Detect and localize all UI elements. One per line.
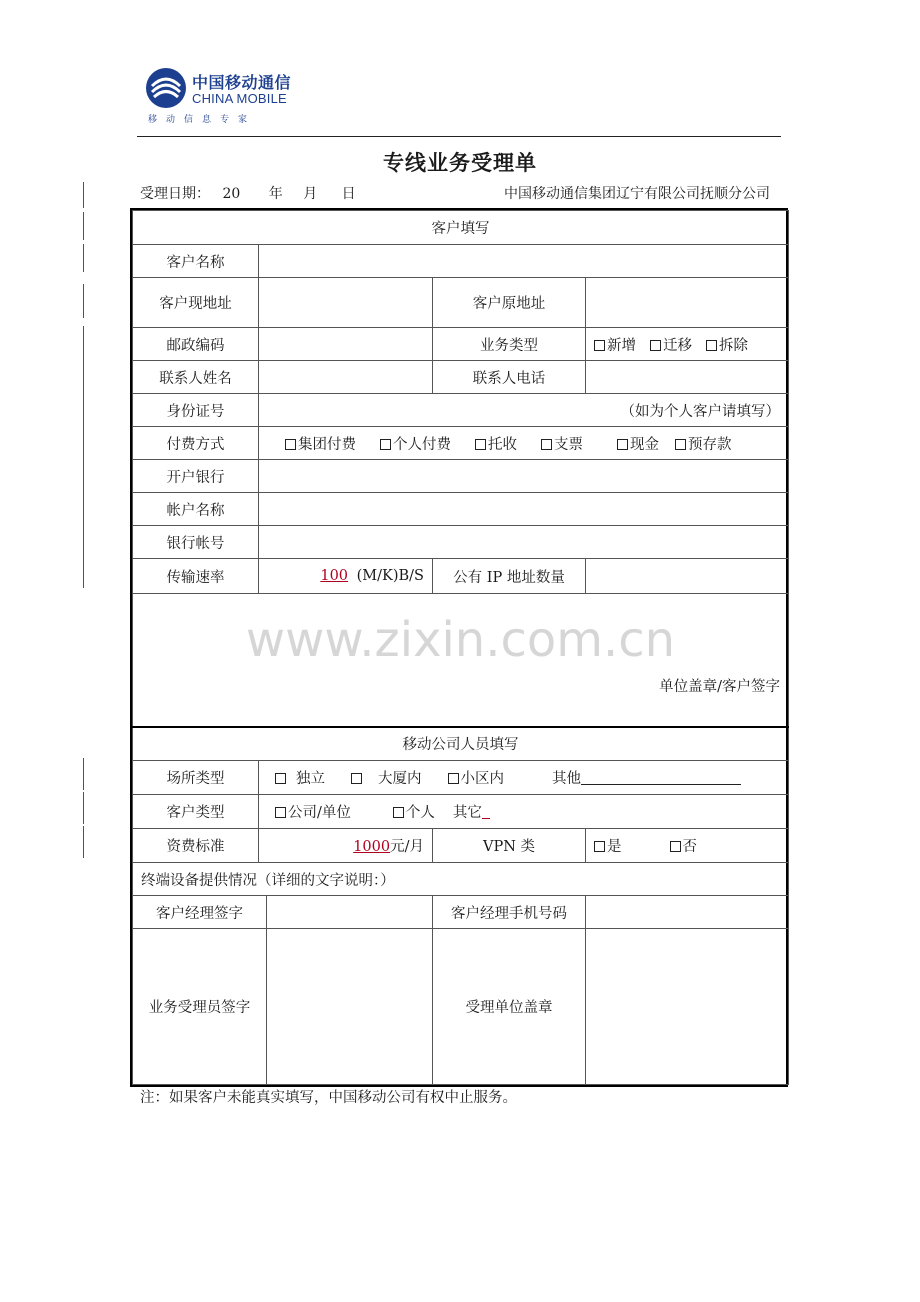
customer-name-label: 客户名称 [133,245,259,278]
customer-name-field[interactable] [259,245,789,278]
checkbox-icon [448,773,459,784]
checkbox-icon [351,773,362,784]
china-mobile-logo [144,66,314,130]
contact-phone-field[interactable] [586,361,789,394]
clerk-row [133,929,789,1085]
speed-unit: (M/K)B/S [356,568,424,584]
terminal-equipment-label[interactable]: 终端设备提供情况（详细的文字说明：） [133,863,789,896]
payment-option-personal-label: 个人付费 [393,436,451,453]
month-label: 月 [303,186,318,202]
speed-label: 传输速率 [133,559,259,594]
site-other-blank[interactable] [581,771,741,785]
checkbox-icon [617,439,628,450]
logo-name-cn: 中国移动通信 [192,73,292,92]
contact-row [133,361,789,394]
speed-row [133,559,789,594]
id-number-note: （如为个人客户请填写） [620,403,780,420]
service-form [130,208,788,1087]
logo-slogan: 移动信息专家 [148,115,257,125]
public-ip-field[interactable] [586,559,789,594]
original-address-field[interactable] [586,278,789,328]
fee-label: 资费标准 [133,829,259,863]
day-label: 日 [341,186,356,202]
china-mobile-emblem-icon [144,66,188,110]
postal-code-label: 邮政编码 [133,328,259,361]
watermark: www.zixin.com.cn [245,612,676,668]
manager-sign-field[interactable] [267,896,433,929]
header-rule [137,136,781,137]
margin-mark [83,284,84,318]
site-option-residential[interactable] [448,767,505,788]
customer-type-row [133,795,789,829]
checkbox-icon [675,439,686,450]
site-type-options [259,761,789,795]
clerk-sign-field[interactable] [267,929,433,1085]
site-option-standalone[interactable] [275,767,325,788]
margin-mark [83,212,84,240]
bank-row [133,460,789,493]
payment-row [133,427,789,460]
customer-type-personal-label: 个人 [405,805,435,821]
clerk-sign-label: 业务受理员签字 [133,929,267,1085]
mobile-section-heading-row [133,727,789,761]
original-address-label: 客户原地址 [433,278,586,328]
manager-row [133,896,789,929]
vpn-option-yes-label: 是 [607,839,622,855]
fee-row [133,829,789,863]
margin-mark [83,792,84,824]
manager-phone-label: 客户经理手机号码 [433,896,586,929]
payment-method-label: 付费方式 [133,427,259,460]
date-label: 受理日期： [140,186,210,202]
bank-field[interactable] [259,460,789,493]
account-number-field[interactable] [259,526,789,559]
footer-note: 注：如果客户未能真实填写，中国移动公司有权中止服务。 [140,1090,517,1106]
checkbox-icon [275,807,286,818]
payment-option-group-label: 集团付费 [298,436,356,453]
checkbox-icon [285,439,296,450]
business-option-remove-label: 拆除 [719,337,748,354]
site-option-building-label: 大厦内 [378,771,422,787]
payment-option-prepaid-label: 预存款 [688,436,732,453]
customer-type-personal[interactable] [393,801,435,822]
customer-signature-area[interactable] [133,594,789,727]
year-prefix: 20 [222,186,241,202]
speed-field[interactable] [259,559,433,594]
customer-section-heading: 客户填写 [133,211,789,245]
business-option-new[interactable] [594,334,636,355]
contact-name-label: 联系人姓名 [133,361,259,394]
checkbox-icon [594,841,605,852]
account-name-field[interactable] [259,493,789,526]
checkbox-icon [670,841,681,852]
vpn-label: VPN 类 [433,829,586,863]
customer-type-options [259,795,789,829]
customer-type-label: 客户类型 [133,795,259,829]
fee-field[interactable] [259,829,433,863]
terminal-row [133,863,789,896]
checkbox-icon [393,807,404,818]
id-row [133,394,789,427]
current-address-label: 客户现地址 [133,278,259,328]
payment-option-cash[interactable] [617,433,659,454]
customer-signature-row [133,594,789,727]
account-number-label: 银行帐号 [133,526,259,559]
site-option-residential-label: 小区内 [460,771,504,787]
site-option-other[interactable] [552,771,741,787]
payment-option-cheque[interactable] [541,433,583,454]
site-type-label: 场所类型 [133,761,259,795]
site-option-other-label: 其他 [552,771,581,787]
year-label: 年 [268,186,283,202]
payment-option-cash-label: 现金 [630,436,659,453]
business-option-move-label: 迁移 [663,337,692,354]
checkbox-icon [475,439,486,450]
vpn-option-no-label: 否 [682,839,697,855]
payment-option-collection-label: 托收 [488,436,517,453]
contact-phone-label: 联系人电话 [433,361,586,394]
customer-type-other-blank[interactable] [482,805,490,819]
document-title: 专线业务受理单 [383,151,537,175]
fee-unit: 元/月 [390,839,424,855]
account-name-row [133,493,789,526]
site-type-row [133,761,789,795]
checkbox-icon [706,340,717,351]
bank-label: 开户银行 [133,460,259,493]
payment-option-prepaid[interactable] [675,433,732,454]
customer-type-company[interactable] [275,801,351,822]
business-option-new-label: 新增 [607,337,636,354]
acceptance-date [140,183,356,203]
speed-value: 100 [320,568,349,584]
mobile-section-heading: 移动公司人员填写 [133,727,789,761]
account-name-label: 帐户名称 [133,493,259,526]
margin-mark [83,326,84,588]
unit-seal-label: 受理单位盖章 [433,929,586,1085]
seal-signature-label: 单位盖章/客户签字 [659,678,780,695]
unit-seal-field[interactable] [586,929,789,1085]
margin-mark [83,244,84,272]
site-option-building[interactable] [351,767,422,788]
vpn-option-no[interactable] [670,835,698,856]
logo-name-en: CHINA MOBILE [192,91,287,106]
current-address-field[interactable] [259,278,433,328]
checkbox-icon [275,773,286,784]
address-row [133,278,789,328]
checkbox-icon [541,439,552,450]
customer-type-company-label: 公司/单位 [288,805,351,821]
account-number-row [133,526,789,559]
business-option-remove[interactable] [706,334,748,355]
business-type-options [586,328,789,361]
manager-sign-label: 客户经理签字 [133,896,267,929]
fee-value: 1000 [353,839,391,855]
payment-option-collection[interactable] [475,433,517,454]
margin-mark [83,182,84,208]
customer-type-other-label: 其它 [452,805,482,821]
site-option-standalone-label: 独立 [296,771,325,787]
id-number-field[interactable] [259,394,789,427]
payment-method-options [259,427,789,460]
margin-mark [83,758,84,790]
postal-code-field[interactable] [259,328,433,361]
form-table [132,210,789,1085]
public-ip-label: 公有 IP 地址数量 [433,559,586,594]
company-name: 中国移动通信集团辽宁有限公司抚顺分公司 [504,186,770,202]
customer-type-other[interactable] [453,805,490,821]
vpn-option-yes[interactable] [594,835,622,856]
payment-option-personal[interactable] [380,433,451,454]
checkbox-icon [380,439,391,450]
customer-name-row [133,245,789,278]
payment-option-group[interactable] [285,433,356,454]
vpn-options [586,829,789,863]
customer-section-heading-row [133,211,789,245]
postal-business-row [133,328,789,361]
id-number-label: 身份证号 [133,394,259,427]
business-option-move[interactable] [650,334,692,355]
contact-name-field[interactable] [259,361,433,394]
checkbox-icon [594,340,605,351]
margin-mark [83,826,84,858]
business-type-label: 业务类型 [433,328,586,361]
payment-option-cheque-label: 支票 [554,436,583,453]
checkbox-icon [650,340,661,351]
manager-phone-field[interactable] [586,896,789,929]
